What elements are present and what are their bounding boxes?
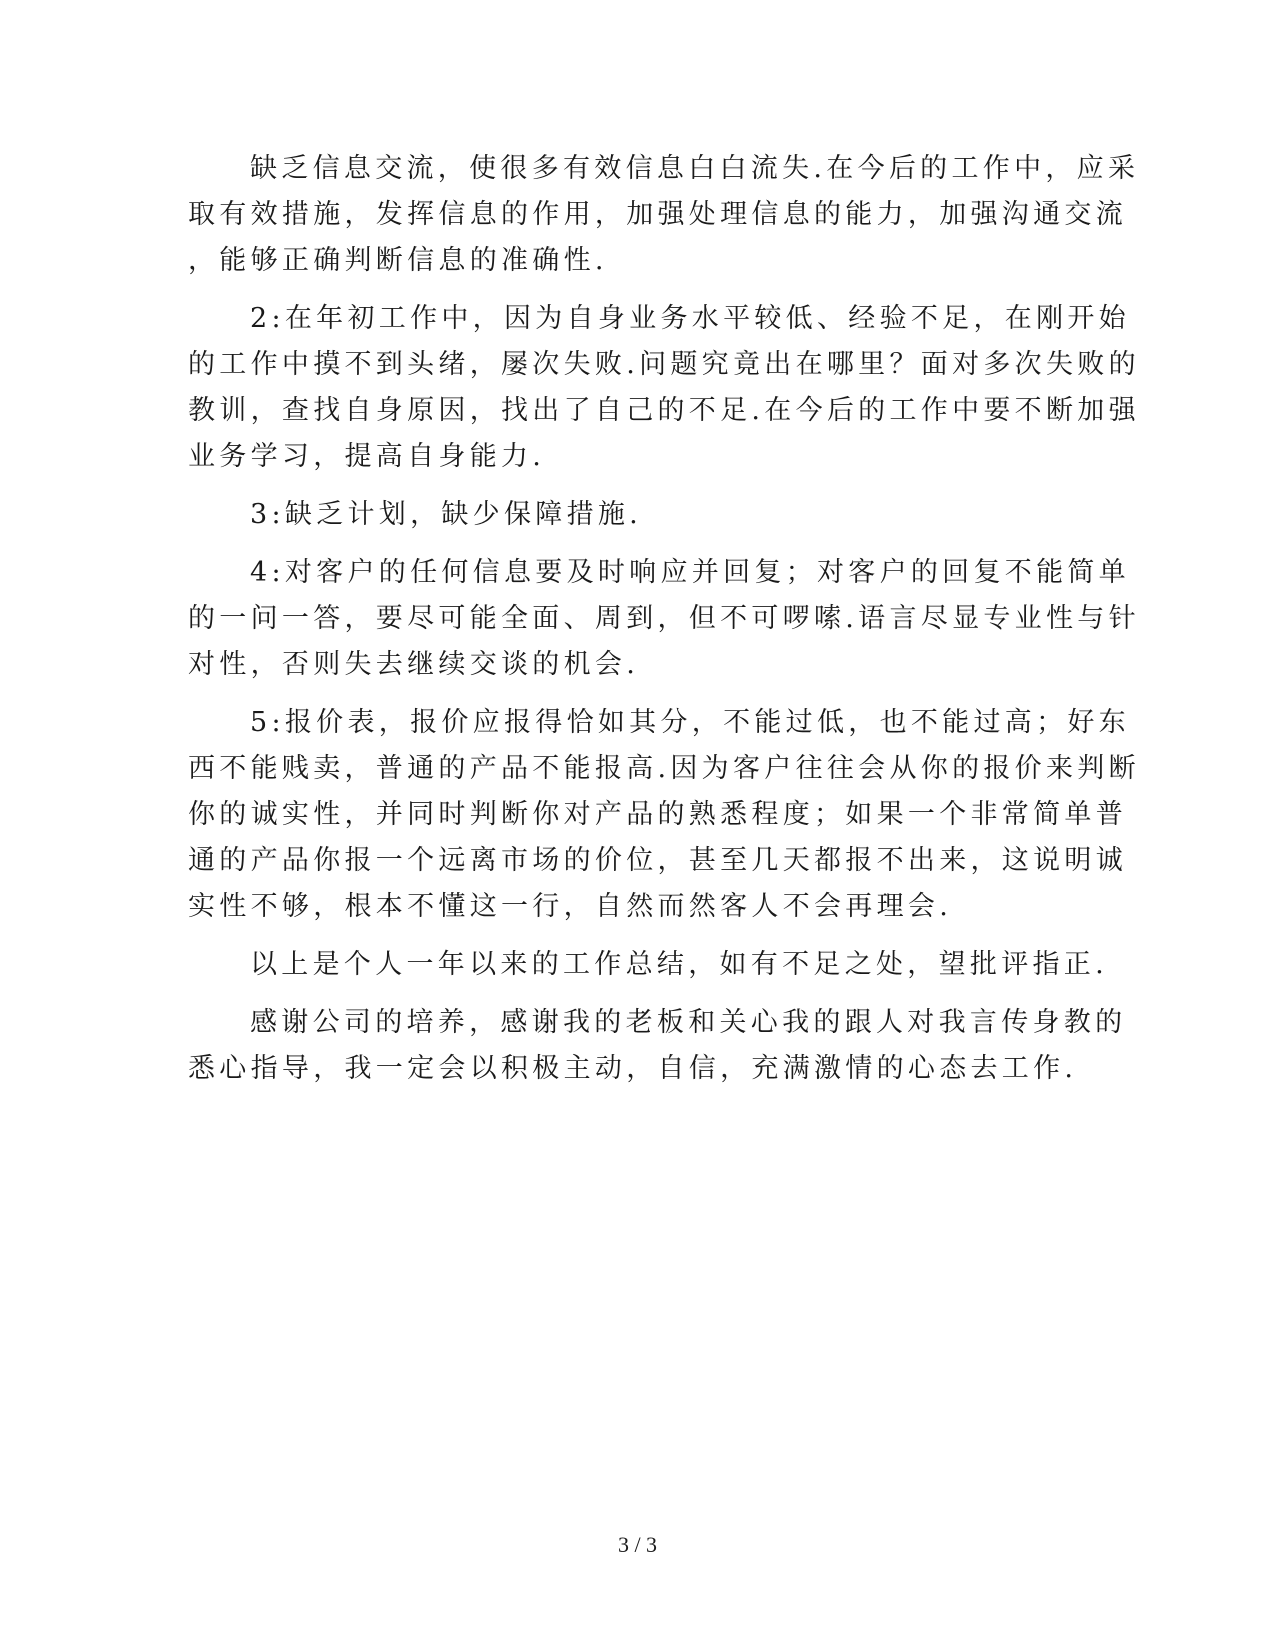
paragraph-line: 感谢公司的培养，感谢我的老板和关心我的跟人对我言传身教的 bbox=[250, 1007, 1127, 1038]
paragraph-line: 缺乏信息交流，使很多有效信息白白流失.在今后的工作中，应采 bbox=[250, 153, 1140, 184]
paragraph-line: 业务学习，提高自身能力. bbox=[188, 441, 546, 472]
paragraph-line: 对性，否则失去继续交谈的机会. bbox=[188, 649, 640, 680]
paragraph-item-4 bbox=[188, 550, 1140, 688]
paragraph-line: 5:报价表，报价应报得恰如其分，不能过低，也不能过高；好东 bbox=[250, 707, 1130, 738]
paragraph-line: ，能够正确判断信息的准确性. bbox=[188, 245, 608, 276]
paragraph-item-3 bbox=[188, 492, 1068, 538]
paragraph-line: 通的产品你报一个远离市场的价位，甚至几天都报不出来，这说明诚 bbox=[188, 845, 1127, 876]
paragraph-info-exchange bbox=[188, 146, 1140, 284]
paragraph-item-2 bbox=[188, 296, 1140, 480]
paragraph-line: 悉心指导，我一定会以积极主动，自信，充满激情的心态去工作. bbox=[188, 1053, 1078, 1084]
paragraph-line: 的工作中摸不到头绪，屡次失败.问题究竟出在哪里？面对多次失败的 bbox=[188, 349, 1140, 380]
paragraph-line: 你的诚实性，并同时判断你对产品的熟悉程度；如果一个非常简单普 bbox=[188, 799, 1127, 830]
paragraph-line: 2:在年初工作中，因为自身业务水平较低、经验不足，在刚开始 bbox=[250, 303, 1130, 334]
paragraph-line: 的一问一答，要尽可能全面、周到，但不可啰嗦.语言尽显专业性与针 bbox=[188, 603, 1140, 634]
paragraph-summary bbox=[188, 942, 1108, 988]
paragraph-line: 取有效措施，发挥信息的作用，加强处理信息的能力，加强沟通交流 bbox=[188, 199, 1127, 230]
document-body bbox=[188, 146, 1140, 1104]
paragraph-line: 3:缺乏计划，缺少保障措施. bbox=[250, 499, 643, 530]
paragraph-line: 以上是个人一年以来的工作总结，如有不足之处，望批评指正. bbox=[250, 949, 1108, 980]
paragraph-line: 教训，查找自身原因，找出了自己的不足.在今后的工作中要不断加强 bbox=[188, 395, 1140, 426]
paragraph-line: 西不能贱卖，普通的产品不能报高.因为客户往往会从你的报价来判断 bbox=[188, 753, 1140, 784]
paragraph-item-5 bbox=[188, 700, 1140, 930]
page-number: 3 / 3 bbox=[617, 1532, 658, 1557]
paragraph-line: 实性不够，根本不懂这一行，自然而然客人不会再理会. bbox=[188, 891, 953, 922]
paragraph-line: 4:对客户的任何信息要及时响应并回复；对客户的回复不能简单 bbox=[250, 557, 1130, 588]
paragraph-thanks bbox=[188, 1000, 1127, 1092]
